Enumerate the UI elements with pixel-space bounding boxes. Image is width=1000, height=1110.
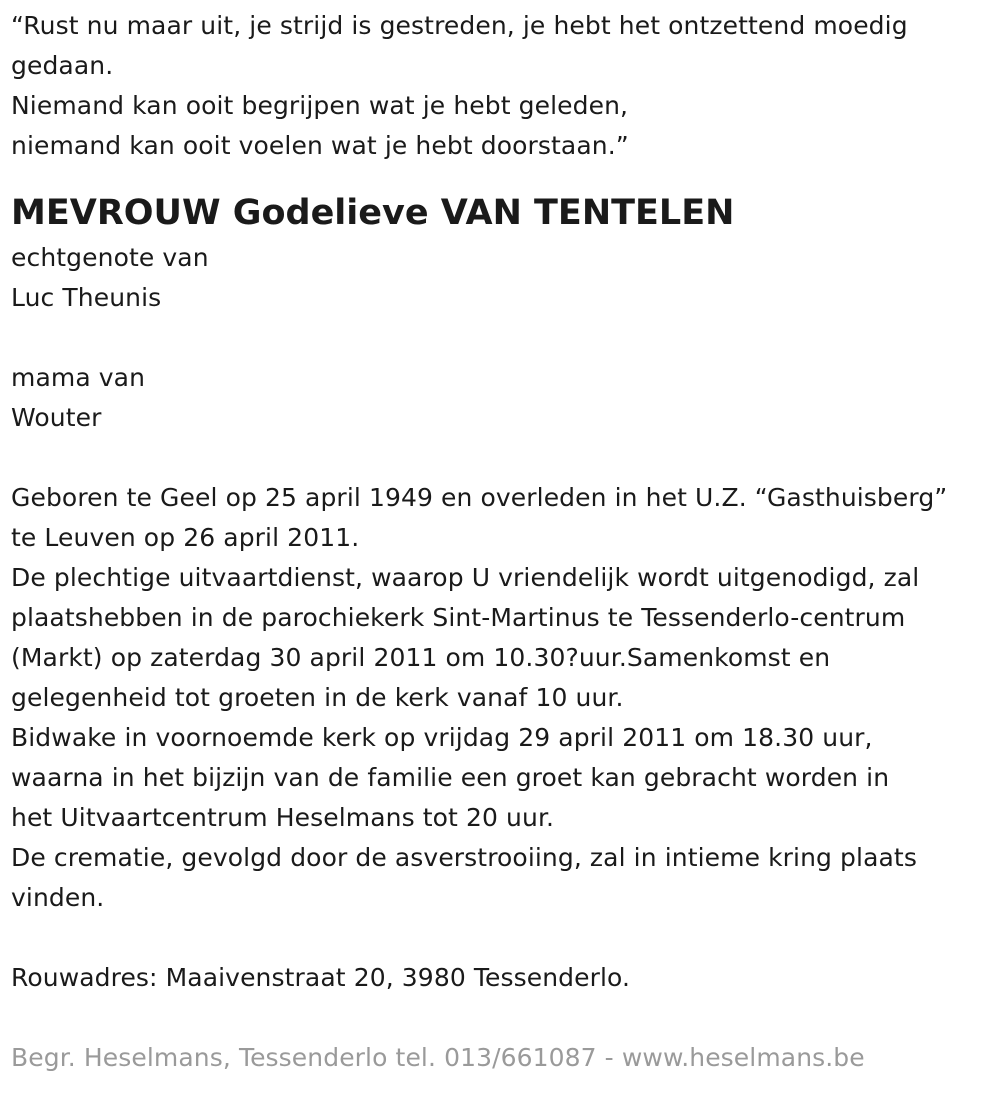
announcement-line: Bidwake in voornoemde kerk op vrijdag 29 april 2011 om 18.30 uur, — [11, 723, 873, 752]
poem — [11, 6, 991, 166]
announcement-line: (Markt) op zaterdag 30 april 2011 om 10.30?uur.Samenkomst en — [11, 643, 831, 672]
announcement-line: te Leuven op 26 april 2011. — [11, 523, 360, 552]
obituary-document — [11, 6, 991, 1078]
announcement-line: het Uitvaartcentrum Heselmans tot 20 uur. — [11, 803, 555, 832]
deceased-name: MEVROUW Godelieve VAN TENTELEN — [11, 193, 735, 233]
announcement-line: gelegenheid tot groeten in de kerk vanaf 10 uur. — [11, 683, 624, 712]
announcement-line: vinden. — [11, 883, 105, 912]
funeral-home-footer: Begr. Heselmans, Tessenderlo tel. 013/661087 - www.heselmans.be — [11, 1043, 865, 1072]
child-name: Wouter — [11, 403, 102, 432]
announcement-line: De plechtige uitvaartdienst, waarop U vriendelijk wordt uitgenodigd, zal — [11, 563, 920, 592]
mourning-address: Rouwadres: Maaivenstraat 20, 3980 Tessenderlo. — [11, 963, 631, 992]
poem-line-1: “Rust nu maar uit, je strijd is gestreden, je hebt het ontzettend moedig — [11, 11, 908, 40]
announcement-line: Geboren te Geel op 25 april 1949 en overleden in het U.Z. “Gasthuisberg” — [11, 483, 948, 512]
poem-line-3: Niemand kan ooit begrijpen wat je hebt geleden, — [11, 91, 629, 120]
poem-line-4: niemand kan ooit voelen wat je hebt doorstaan.” — [11, 131, 629, 160]
poem-line-2: gedaan. — [11, 51, 114, 80]
announcement-line: De crematie, gevolgd door de asverstrooiing, zal in intieme kring plaats — [11, 843, 917, 872]
announcement — [11, 478, 991, 918]
spouse-name: Luc Theunis — [11, 283, 162, 312]
spouse-label: echtgenote van — [11, 243, 209, 272]
child-label: mama van — [11, 363, 146, 392]
announcement-line: waarna in het bijzijn van de familie een groet kan gebracht worden in — [11, 763, 890, 792]
announcement-line: plaatshebben in de parochiekerk Sint-Martinus te Tessenderlo-centrum — [11, 603, 906, 632]
relations — [11, 238, 991, 438]
